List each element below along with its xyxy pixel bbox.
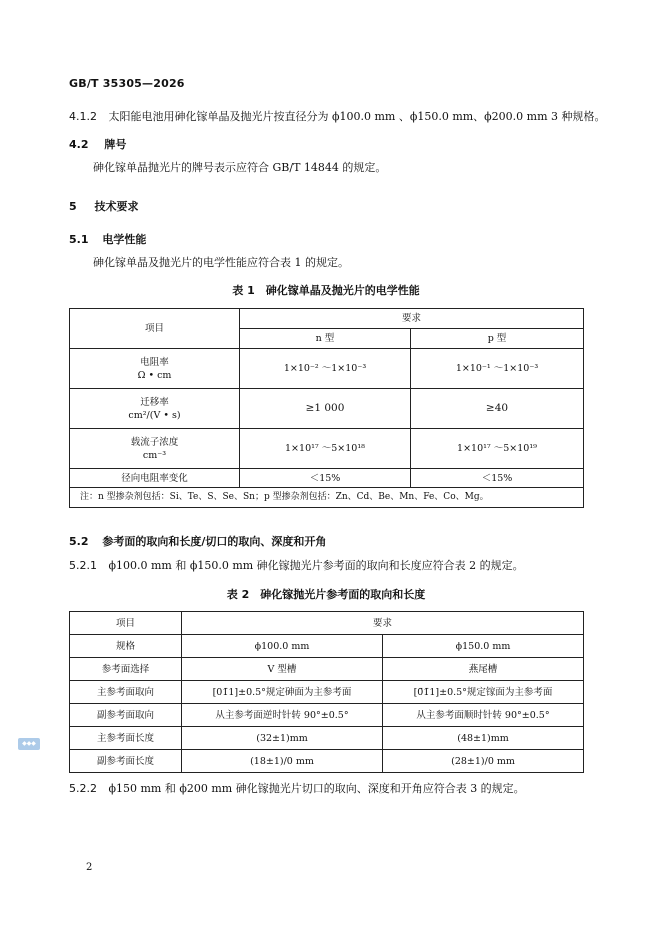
table-row bbox=[70, 681, 584, 704]
cell-p: 1×10⁻¹ ～1×10⁻³ bbox=[411, 349, 584, 389]
table1-note: 注：n 型掺杂剂包括：Si、Te、S、Se、Sn；p 型掺杂剂包括：Zn、Cd、Be、Mn、Fe、Co、Mg。 bbox=[70, 488, 584, 508]
cell-n: 1×10¹⁷ ～5×10¹⁸ bbox=[240, 429, 411, 469]
row-label: 副参考面长度 bbox=[70, 750, 182, 773]
cell-100mm: [01̄1]±0.5°规定砷面为主参考面 bbox=[182, 681, 383, 704]
cell-p: ≥40 bbox=[411, 389, 584, 429]
cell-150mm: 从主参考面顺时针转 90°±0.5° bbox=[383, 704, 584, 727]
table1-header-item: 项目 bbox=[70, 309, 240, 349]
section-number: 4.2 bbox=[69, 138, 89, 151]
row-unit: Ω • cm bbox=[137, 369, 172, 381]
table-row bbox=[70, 658, 584, 681]
row-label: 迁移率 bbox=[140, 396, 169, 408]
cell-150mm: ϕ150.0 mm bbox=[383, 635, 584, 658]
table1-header-requirement: 要求 bbox=[240, 309, 584, 329]
row-label: 径向电阻率变化 bbox=[70, 469, 240, 488]
cell-p: 1×10¹⁷ ～5×10¹⁹ bbox=[411, 429, 584, 469]
table2-caption: 表 2 砷化镓抛光片参考面的取向和长度 bbox=[226, 588, 426, 601]
section-number: 5.2 bbox=[69, 535, 89, 548]
section-number: 5.1 bbox=[69, 233, 89, 246]
cell-150mm: [0̄1̄1]±0.5°规定镓面为主参考面 bbox=[383, 681, 584, 704]
row-label: 参考面选择 bbox=[70, 658, 182, 681]
cell-n: ＜15% bbox=[240, 469, 411, 488]
table-row bbox=[70, 349, 584, 389]
cell-150mm: 燕尾槽 bbox=[383, 658, 584, 681]
section-5-1-heading bbox=[69, 231, 146, 247]
section-4-2-heading bbox=[69, 136, 126, 152]
table-row bbox=[70, 704, 584, 727]
cell-100mm: V 型槽 bbox=[182, 658, 383, 681]
table1 bbox=[69, 308, 584, 508]
row-unit: cm²/(V • s) bbox=[128, 409, 181, 421]
section-title: 电学性能 bbox=[102, 233, 147, 246]
page-number: 2 bbox=[86, 862, 93, 873]
section-number: 5 bbox=[69, 200, 77, 213]
clause-text: ϕ150 mm 和 ϕ200 mm 砷化镓抛光片切口的取向、深度和开角应符合表 3 的规定。 bbox=[108, 782, 525, 795]
section-5-heading bbox=[69, 198, 139, 214]
cell-150mm: (28±1)/0 mm bbox=[383, 750, 584, 773]
section-title: 参考面的取向和长度/切口的取向、深度和开角 bbox=[102, 535, 327, 548]
table-row bbox=[70, 469, 584, 488]
cell-100mm: 从主参考面逆时针转 90°±0.5° bbox=[182, 704, 383, 727]
cell-n: 1×10⁻² ～1×10⁻³ bbox=[240, 349, 411, 389]
row-label: 主参考面长度 bbox=[70, 727, 182, 750]
row-label: 副参考面取向 bbox=[70, 704, 182, 727]
clause-number: 5.2.2 bbox=[69, 782, 97, 795]
cell-100mm: (32±1)mm bbox=[182, 727, 383, 750]
row-label: 载流子浓度 bbox=[130, 436, 179, 448]
row-unit: cm⁻³ bbox=[142, 449, 167, 461]
table-row bbox=[70, 727, 584, 750]
section-5-2-heading bbox=[69, 533, 326, 549]
clause-text: 太阳能电池用砷化镓单晶及抛光片按直径分为 ϕ100.0 mm 、ϕ150.0 mm、ϕ200.0 mm 3 种规格。 bbox=[108, 110, 606, 123]
table-row bbox=[70, 389, 584, 429]
table1-caption: 表 1 砷化镓单晶及抛光片的电学性能 bbox=[232, 284, 420, 297]
document-code: GB/T 35305—2026 bbox=[69, 77, 185, 90]
cell-100mm: ϕ100.0 mm bbox=[182, 635, 383, 658]
clause-5-1-text: 砷化镓单晶及抛光片的电学性能应符合表 1 的规定。 bbox=[93, 256, 349, 269]
table2 bbox=[69, 611, 584, 773]
table2-header-item: 项目 bbox=[70, 612, 182, 635]
clause-5-2-1 bbox=[69, 559, 524, 573]
clause-4-2-text: 砷化镓单晶抛光片的牌号表示应符合 GB/T 14844 的规定。 bbox=[93, 161, 387, 174]
cell-150mm: (48±1)mm bbox=[383, 727, 584, 750]
cell-p: ＜15% bbox=[411, 469, 584, 488]
row-label: 规格 bbox=[70, 635, 182, 658]
row-label: 电阻率 bbox=[140, 356, 169, 368]
clause-5-2-2 bbox=[69, 782, 525, 796]
clause-number: 4.1.2 bbox=[69, 110, 97, 123]
row-label: 主参考面取向 bbox=[70, 681, 182, 704]
watermark-logo: ◆◆◆ bbox=[18, 738, 40, 750]
table-row bbox=[70, 429, 584, 469]
table2-header-requirement: 要求 bbox=[182, 612, 584, 635]
clause-text: ϕ100.0 mm 和 ϕ150.0 mm 砷化镓抛光片参考面的取向和长度应符合表 2 的规定。 bbox=[108, 559, 524, 572]
table-row bbox=[70, 635, 584, 658]
cell-n: ≥1 000 bbox=[240, 389, 411, 429]
table-row bbox=[70, 750, 584, 773]
section-title: 牌号 bbox=[104, 138, 127, 151]
section-title: 技术要求 bbox=[94, 200, 139, 213]
table1-header-p-type: p 型 bbox=[411, 329, 584, 349]
clause-4-1-2 bbox=[69, 110, 606, 124]
table1-header-n-type: n 型 bbox=[240, 329, 411, 349]
clause-number: 5.2.1 bbox=[69, 559, 97, 572]
cell-100mm: (18±1)/0 mm bbox=[182, 750, 383, 773]
